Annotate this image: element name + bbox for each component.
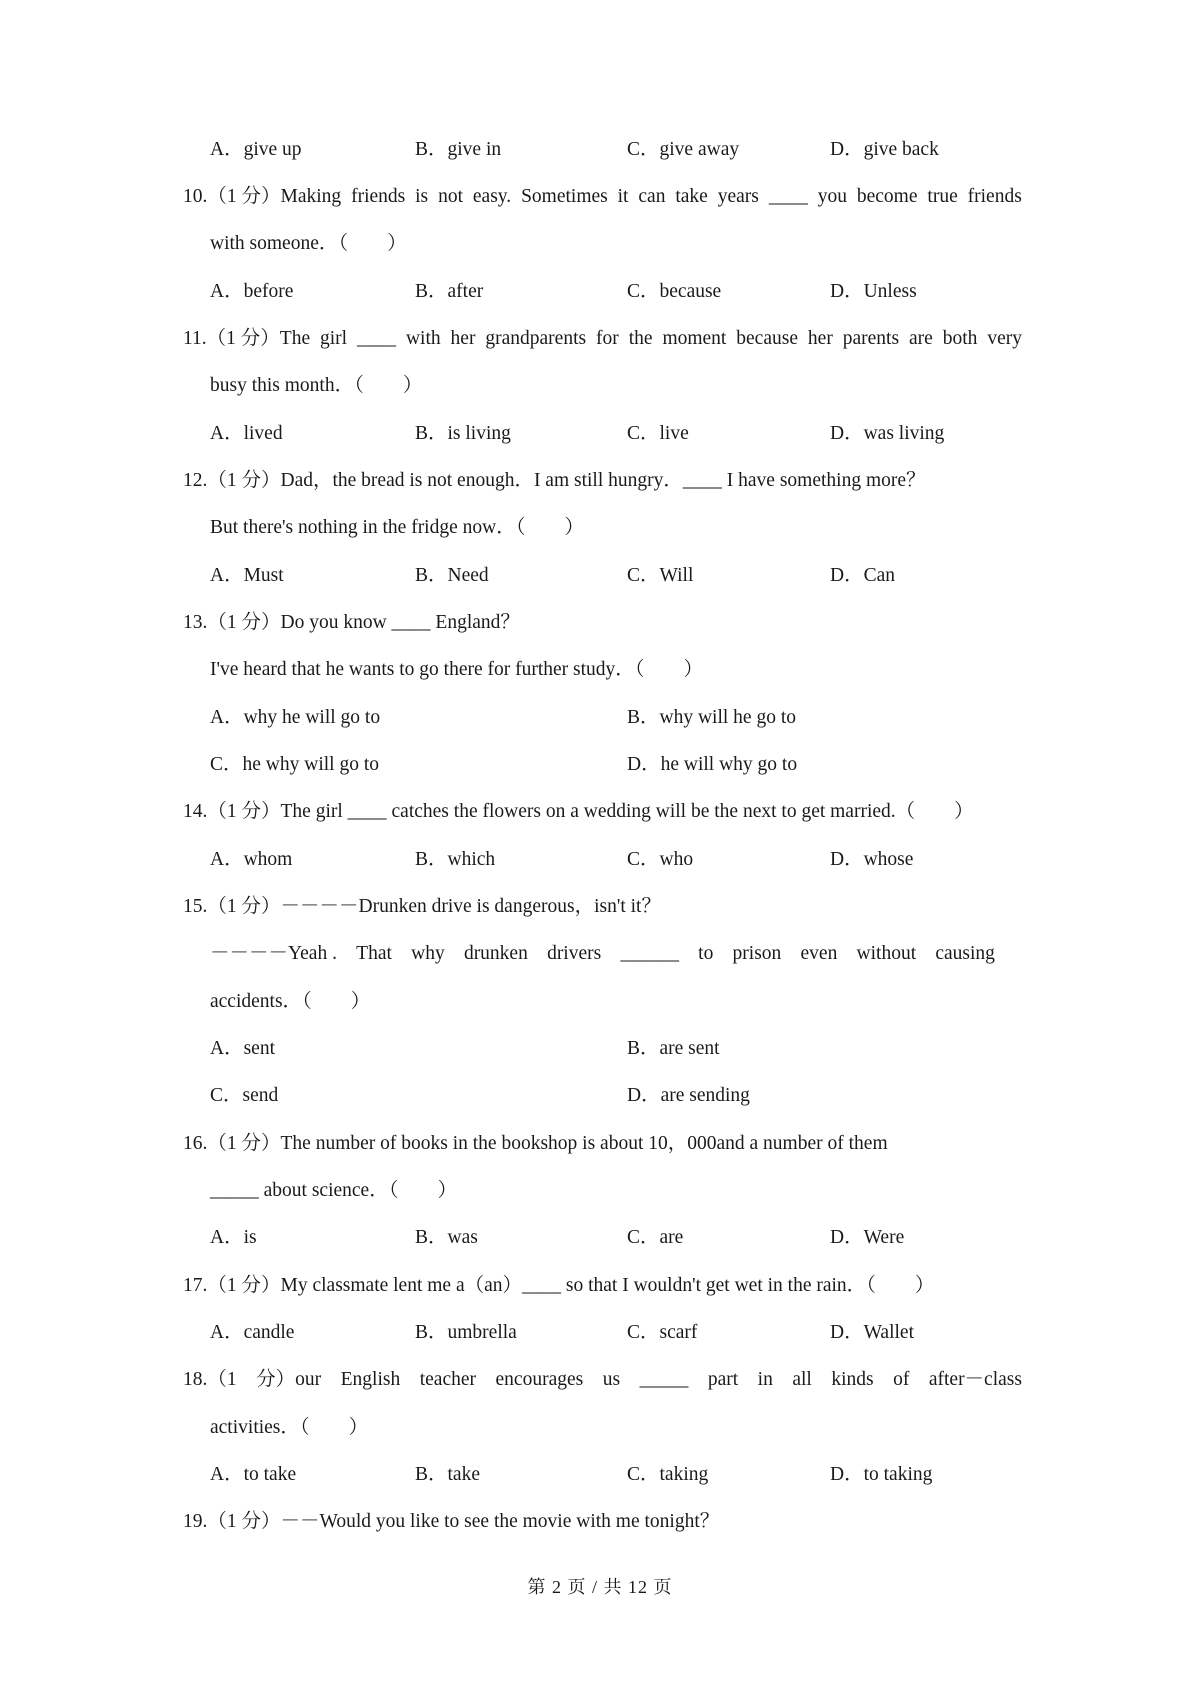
word: you (817, 186, 847, 207)
answer-option: B．is living (415, 423, 511, 444)
question-line (0, 934, 1200, 974)
answer-option: C．give away (627, 139, 740, 160)
word: friends (351, 186, 406, 207)
answer-option: B．take (415, 1464, 480, 1485)
word: 18.（1 (183, 1369, 237, 1390)
word: the (628, 328, 653, 349)
word: teacher (419, 1369, 477, 1390)
answer-options (0, 1313, 1200, 1353)
question-line (0, 792, 1200, 832)
answer-option: D．Wallet (830, 1322, 914, 1343)
answer-options (0, 1218, 1200, 1258)
answer-option: A．sent (210, 1038, 275, 1059)
word: can (638, 186, 666, 207)
question-line (0, 603, 1200, 643)
answer-option: D．give back (830, 139, 939, 160)
word: very (987, 328, 1022, 349)
answer-option: B．umbrella (415, 1322, 517, 1343)
word: moment (662, 328, 727, 349)
answer-option: B．after (415, 281, 484, 302)
question-continuation (0, 982, 1200, 1022)
question-continuation (0, 650, 1200, 690)
answer-options (0, 272, 1200, 312)
word: English (340, 1369, 401, 1390)
answer-option: D．to taking (830, 1464, 933, 1485)
word: in (757, 1369, 773, 1390)
word: with (405, 328, 441, 349)
word: of (893, 1369, 910, 1390)
answer-option: B．give in (415, 139, 502, 160)
question-text: 14.（1 分）The girl ____ catches the flowers on a wedding will be the next to get married.（ ） (183, 801, 974, 822)
word: without (856, 943, 917, 964)
word: ____ (768, 186, 808, 207)
page-number: 第 2 页 / 共 12 页 (527, 1577, 673, 1597)
answer-options (0, 130, 1200, 170)
answer-option: B．which (415, 849, 496, 870)
answer-options (0, 414, 1200, 454)
word: years (717, 186, 759, 207)
answer-option: D．Unless (830, 281, 917, 302)
question-line (0, 1360, 1200, 1400)
question-line (0, 887, 1200, 927)
answer-option: C．he why will go to (210, 754, 379, 775)
question-continuation (0, 1171, 1200, 1211)
question-line (0, 319, 1200, 359)
answer-option: B．why will he go to (627, 707, 796, 728)
answer-options (0, 1029, 1200, 1069)
answer-option: A．to take (210, 1464, 297, 1485)
answer-option: A．give up (210, 139, 302, 160)
word: us (602, 1369, 621, 1390)
word: easy. (472, 186, 512, 207)
answer-options (0, 556, 1200, 596)
answer-option: C．send (210, 1085, 279, 1106)
question-line (0, 461, 1200, 501)
word: all (792, 1369, 812, 1390)
word: That (356, 943, 392, 964)
answer-option: B．Need (415, 565, 489, 586)
answer-option: A．why he will go to (210, 707, 381, 728)
word: her (450, 328, 476, 349)
word: causing (935, 943, 995, 964)
answer-options (0, 840, 1200, 880)
question-text: _____ about science．（ ） (210, 1180, 457, 1201)
word: ____ (357, 328, 397, 349)
answer-option: D．are sending (627, 1085, 750, 1106)
page-footer (0, 1572, 1200, 1602)
question-text: 17.（1 分）My classmate lent me a（an）____ so that I wouldn't get wet in the rain．（ ） (183, 1275, 935, 1296)
word: drivers (547, 943, 602, 964)
question-text: 15.（1 分）－－－－Drunken drive is dangerous，isn't it？ (183, 896, 661, 917)
question-line (0, 1124, 1200, 1164)
answer-option: B．are sent (627, 1038, 720, 1059)
word: grandparents (485, 328, 587, 349)
answer-option: C．scarf (627, 1322, 698, 1343)
word: after－class (928, 1369, 1022, 1390)
word: 分）our (256, 1369, 322, 1390)
word: parents (842, 328, 900, 349)
question-line (0, 1502, 1200, 1542)
answer-option: C．taking (627, 1464, 709, 1485)
word: even (800, 943, 838, 964)
word: 11.（1 分）The (183, 328, 311, 349)
question-continuation (0, 1408, 1200, 1448)
answer-options (0, 1076, 1200, 1116)
answer-option: C．are (627, 1227, 684, 1248)
answer-option: C．because (627, 281, 722, 302)
word: to (698, 943, 714, 964)
word: it (617, 186, 629, 207)
question-text: accidents．（ ） (210, 991, 371, 1012)
word: are (908, 328, 933, 349)
answer-option: D．Were (830, 1227, 905, 1248)
answer-option: C．who (627, 849, 694, 870)
question-text: busy this month．（ ） (210, 375, 423, 396)
word: is (415, 186, 429, 207)
answer-option: A．before (210, 281, 294, 302)
word: for (596, 328, 619, 349)
question-text: 16.（1 分）The number of books in the bookshop is about 10，000and a number of them (183, 1133, 888, 1154)
word: both (942, 328, 978, 349)
answer-option: D．he will why go to (627, 754, 798, 775)
answer-option: D．whose (830, 849, 914, 870)
answer-option: D．was living (830, 423, 945, 444)
answer-option: A．whom (210, 849, 293, 870)
answer-option: C．live (627, 423, 689, 444)
word: ______ (620, 943, 679, 964)
word: not (438, 186, 463, 207)
word: Sometimes (521, 186, 608, 207)
answer-options (0, 745, 1200, 785)
word: because (736, 328, 798, 349)
word: part (707, 1369, 739, 1390)
word: true (927, 186, 958, 207)
question-text: I've heard that he wants to go there for further study．（ ） (210, 659, 704, 680)
word: 10.（1 分）Making (183, 186, 342, 207)
word: encourages (495, 1369, 584, 1390)
question-text: But there's nothing in the fridge now．（ ） (210, 517, 584, 538)
question-continuation (0, 366, 1200, 406)
answer-option: A．is (210, 1227, 257, 1248)
question-text: 13.（1 分）Do you know ____ England？ (183, 612, 520, 633)
question-text: 19.（1 分）－－Would you like to see the movie with me tonight？ (183, 1511, 720, 1532)
word: her (807, 328, 833, 349)
question-text: 12.（1 分）Dad，the bread is not enough．I am still hungry．____ I have something more？ (183, 470, 926, 491)
answer-options (0, 1455, 1200, 1495)
word: girl (320, 328, 348, 349)
answer-option: A．Must (210, 565, 284, 586)
question-line (0, 1266, 1200, 1306)
word: friends (967, 186, 1022, 207)
question-text: activities．（ ） (210, 1417, 369, 1438)
question-line (0, 177, 1200, 217)
question-continuation (0, 224, 1200, 264)
answer-option: D．Can (830, 565, 895, 586)
word: kinds (831, 1369, 874, 1390)
answer-option: B．was (415, 1227, 478, 1248)
word: take (675, 186, 708, 207)
word: why (411, 943, 445, 964)
word: become (856, 186, 918, 207)
word: drunken (463, 943, 528, 964)
question-text: with someone．（ ） (210, 233, 407, 254)
answer-option: A．lived (210, 423, 283, 444)
answer-option: A．candle (210, 1322, 295, 1343)
word: _____ (639, 1369, 689, 1390)
question-continuation (0, 508, 1200, 548)
word: prison (732, 943, 782, 964)
word: －－－－Yeah . (210, 943, 337, 964)
answer-option: C．Will (627, 565, 694, 586)
answer-options (0, 698, 1200, 738)
